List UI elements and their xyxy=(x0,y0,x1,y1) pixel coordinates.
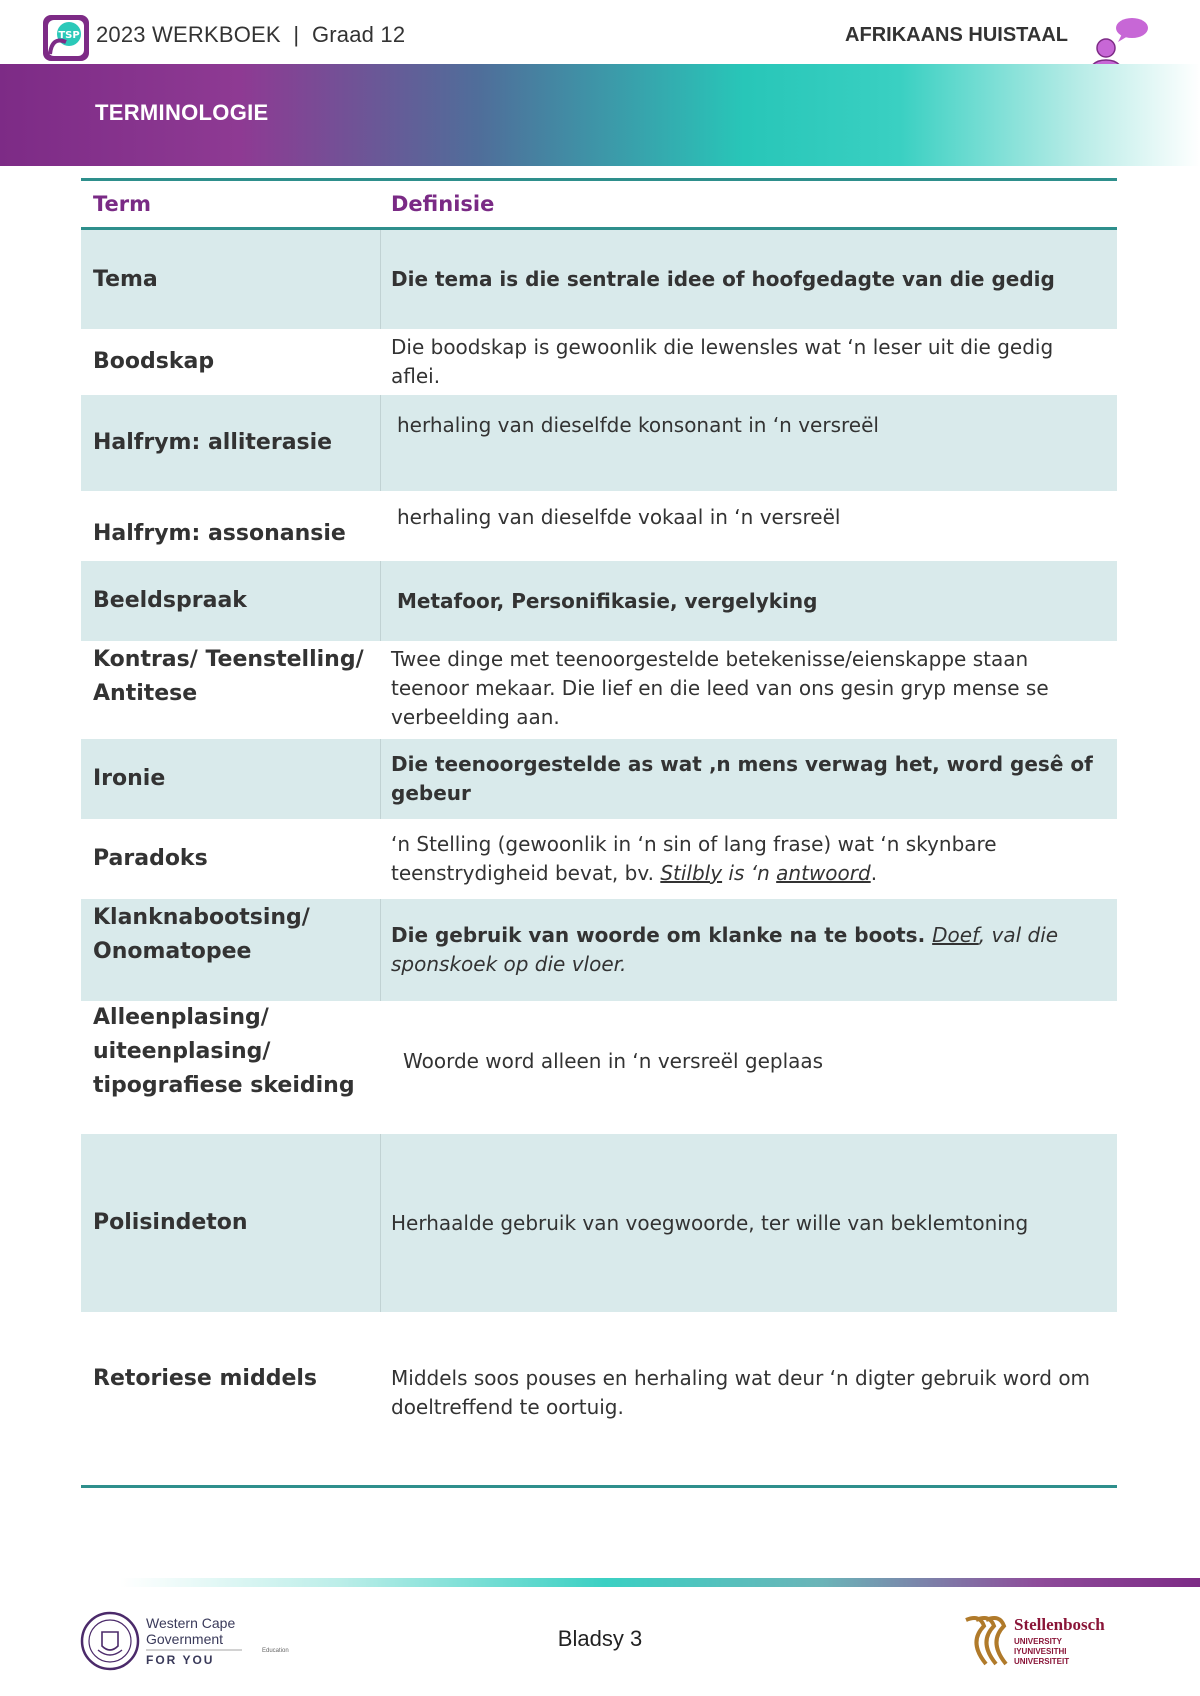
term-cell: Halfrym: alliterasie xyxy=(81,395,381,491)
table-header-row xyxy=(81,181,1117,230)
definition-cell: Woorde word alleen in ‘n versreël geplaas xyxy=(403,1049,824,1073)
table-row xyxy=(81,819,1117,899)
table-row xyxy=(81,329,1117,395)
wcg-line2: Government xyxy=(146,1631,224,1647)
table-row xyxy=(81,641,1117,739)
example-text: is ‘n xyxy=(722,861,777,885)
column-header-term: Term xyxy=(93,192,152,216)
page-number: Bladsy 3 xyxy=(557,1626,643,1651)
term-cell xyxy=(81,1001,381,1134)
table-row xyxy=(81,899,1117,1001)
banner-title: TERMINOLOGIE xyxy=(95,100,269,125)
definition-cell: herhaling van dieselfde konsonant in ‘n versreël xyxy=(397,413,879,437)
page-header xyxy=(0,0,1200,64)
subject-title: AFRIKAANS HUISTAAL xyxy=(845,24,1068,46)
definition-cell: herhaling van dieselfde vokaal in ‘n versreël xyxy=(397,505,841,529)
term-line: uiteenplasing/ xyxy=(93,1039,271,1064)
table-row xyxy=(81,561,1117,641)
section-banner xyxy=(0,64,1200,166)
tsp-logo-text: TSP xyxy=(58,30,80,41)
wcg-line1: Western Cape xyxy=(146,1615,236,1631)
term-cell: Boodskap xyxy=(93,349,215,374)
example-word: Doef xyxy=(932,923,979,947)
term-cell: Beeldspraak xyxy=(81,561,381,641)
term-line: Antitese xyxy=(93,681,198,706)
definition-cell: Twee dinge met teenoorgestelde betekenisse/eienskappe staan teenoor mekaar. Die lief en die leed van ons gesin gryp mense se verbeelding aan. xyxy=(391,647,1049,729)
definition-cell: Die boodskap is gewoonlik die lewensles wat ‘n leser uit die gedig aflei. xyxy=(391,335,1054,388)
definition-text: ‘n Stelling (gewoonlik in ‘n sin of lang frase) wat ‘n skynbare teenstrydigheid bevat, bv. xyxy=(391,832,997,885)
table-row xyxy=(81,1001,1117,1134)
table-row xyxy=(81,395,1117,491)
table-row xyxy=(81,1312,1117,1485)
tsp-logo xyxy=(42,14,90,62)
term-line: Alleenplasing/ xyxy=(93,1005,269,1030)
table-row xyxy=(81,739,1117,819)
wcg-dept: Education xyxy=(262,1648,289,1654)
example-word: Stilbly xyxy=(660,861,723,885)
footer-gradient-line xyxy=(120,1578,1200,1587)
term-line: tipografiese skeiding xyxy=(93,1073,355,1098)
definition-cell: Metafoor, Personifikasie, vergelyking xyxy=(397,588,818,613)
term-cell: Halfrym: assonansie xyxy=(93,521,346,546)
definition-text: Die gebruik van woorde om klanke na te boots. xyxy=(391,923,933,947)
term-line: Kontras/ Teenstelling/ xyxy=(93,647,364,672)
example-text: , val die sponskoek op die vloer. xyxy=(391,923,1059,976)
table-row xyxy=(81,1134,1117,1312)
definition-cell xyxy=(381,899,1117,1001)
term-cell xyxy=(81,899,381,1001)
term-cell: Tema xyxy=(81,230,381,329)
definition-cell: Herhaalde gebruik van voegwoorde, ter wille van beklemtoning xyxy=(391,1210,1029,1235)
term-line: Onomatopee xyxy=(93,939,252,964)
term-cell: Paradoks xyxy=(93,846,208,871)
workbook-title: 2023 WERKBOEK | Graad 12 xyxy=(96,22,406,47)
table-row xyxy=(81,491,1117,561)
su-name: Stellenbosch xyxy=(1014,1615,1105,1634)
table-bottom-rule xyxy=(81,1485,1117,1488)
example-word: antwoord xyxy=(776,861,871,885)
definition-cell xyxy=(381,819,1117,899)
wcg-line3: FOR YOU xyxy=(146,1653,215,1667)
su-line3: UNIVERSITEIT xyxy=(1014,1657,1070,1666)
stellenbosch-university-logo xyxy=(960,1612,1120,1672)
term-cell: Polisindeton xyxy=(81,1134,381,1312)
table-row xyxy=(81,230,1117,329)
terminology-table xyxy=(81,178,1117,1488)
column-header-definition: Definisie xyxy=(391,192,495,216)
su-line1: UNIVERSITY xyxy=(1014,1637,1063,1646)
term-line: Klanknabootsing/ xyxy=(93,905,310,930)
definition-cell: Die teenoorgestelde as wat ‚n mens verwag het, word gesê of gebeur xyxy=(391,752,1093,805)
definition-cell: Die tema is die sentrale idee of hoofgedagte van die gedig xyxy=(391,267,1055,291)
definition-cell: Middels soos pouses en herhaling wat deur ‘n digter gebruik word om doeltreffend te oortuig. xyxy=(391,1366,1091,1419)
example-end: . xyxy=(870,861,878,885)
term-cell: Ironie xyxy=(81,739,381,819)
term-cell: Retoriese middels xyxy=(93,1366,317,1391)
term-cell xyxy=(81,641,381,739)
su-line2: IYUNIVESITHI xyxy=(1014,1647,1067,1656)
